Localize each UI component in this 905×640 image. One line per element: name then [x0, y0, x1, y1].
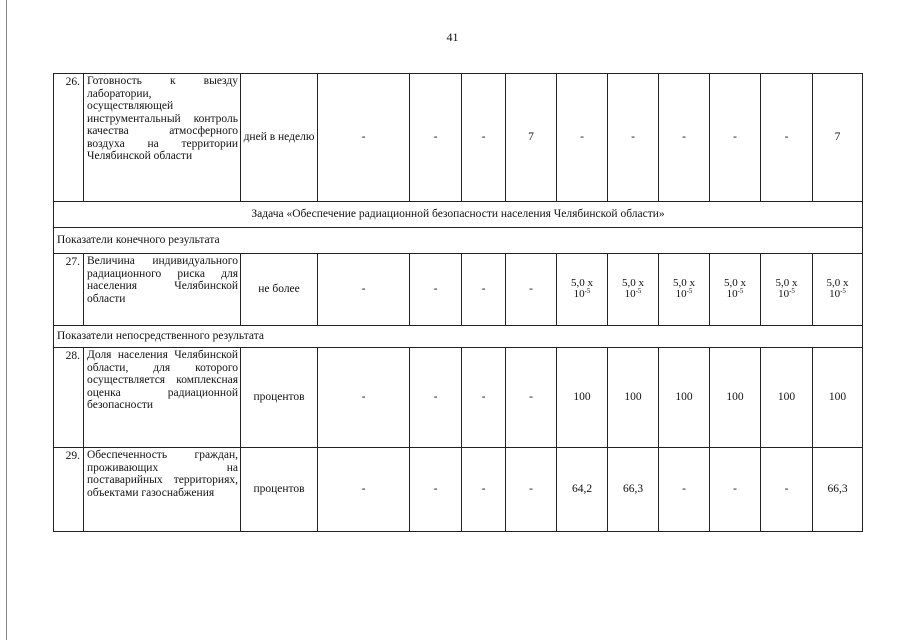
value-cell: 66,3	[608, 448, 659, 532]
sci-value	[673, 278, 695, 300]
table-row-29	[54, 448, 863, 532]
value-cell: -	[318, 448, 410, 532]
value-cell: -	[710, 448, 761, 532]
sci-exponent: -5	[737, 287, 744, 296]
value-cell: -	[318, 348, 410, 448]
subheading-row	[54, 326, 863, 348]
value-cell: 7	[813, 74, 863, 202]
sci-mantissa: 10	[778, 288, 790, 301]
sci-base: 5,0 x	[724, 277, 746, 290]
indicator-name: Готовность к выезду лаборатории, осуществляющей инструментальный контроль качества атмосферного воздуха на территории Челябинской области	[84, 74, 241, 202]
unit-cell: процентов	[241, 448, 318, 532]
sci-value	[827, 278, 849, 300]
unit-cell: процентов	[241, 348, 318, 448]
page-number: 41	[446, 30, 459, 44]
value-cell	[608, 254, 659, 326]
sci-value	[622, 278, 644, 300]
table-row-26	[54, 74, 863, 202]
subheading-row	[54, 228, 863, 254]
value-cell: -	[761, 74, 813, 202]
value-cell: -	[608, 74, 659, 202]
table-row-28	[54, 348, 863, 448]
value-cell: -	[462, 448, 506, 532]
sci-base: 5,0 x	[826, 277, 849, 290]
sci-exponent: -5	[840, 287, 846, 296]
sci-exponent: -5	[789, 287, 795, 296]
direct-results-heading: Показатели непосредственного результата	[54, 326, 863, 348]
value-cell: 100	[761, 348, 813, 448]
indicator-name: Обеспеченность граждан, проживающих на поставарийных территориях, объектами газоснабжения	[84, 448, 241, 532]
indicator-name: Величина индивидуального радиационного риска для населения Челябинской области	[84, 254, 241, 326]
value-cell: -	[462, 254, 506, 326]
value-cell: 100	[608, 348, 659, 448]
sci-mantissa: 10	[573, 288, 585, 301]
sci-base: 5,0 x	[775, 277, 798, 290]
value-cell	[761, 254, 813, 326]
value-cell: 100	[813, 348, 863, 448]
value-cell: -	[761, 448, 813, 532]
row-number: 26.	[54, 74, 84, 202]
row-number: 29.	[54, 448, 84, 532]
value-cell: -	[557, 74, 608, 202]
unit-cell: дней в неделю	[241, 74, 318, 202]
unit-cell: не более	[241, 254, 318, 326]
value-cell	[813, 254, 863, 326]
value-cell: -	[410, 448, 462, 532]
value-cell: -	[410, 74, 462, 202]
value-cell: -	[506, 348, 557, 448]
sci-base: 5,0 x	[571, 277, 593, 290]
value-cell: 7	[506, 74, 557, 202]
value-cell	[710, 254, 761, 326]
value-cell: -	[318, 74, 410, 202]
sci-mantissa: 10	[624, 288, 636, 301]
value-cell	[557, 254, 608, 326]
sci-mantissa: 10	[726, 288, 738, 301]
sci-base: 5,0 x	[622, 277, 644, 290]
task-heading: Задача «Обеспечение радиационной безопасности населения Челябинской области»	[54, 202, 863, 228]
indicators-table	[53, 73, 863, 532]
sci-value	[776, 278, 798, 300]
value-cell: -	[462, 74, 506, 202]
sci-value	[571, 278, 593, 300]
value-cell: 66,3	[813, 448, 863, 532]
value-cell: -	[410, 348, 462, 448]
value-cell: -	[410, 254, 462, 326]
sci-mantissa: 10	[675, 288, 687, 301]
value-cell: 100	[710, 348, 761, 448]
row-number: 28.	[54, 348, 84, 448]
sci-value	[724, 278, 746, 300]
value-cell: -	[318, 254, 410, 326]
left-margin-rule	[6, 0, 7, 640]
value-cell: 100	[659, 348, 710, 448]
sci-mantissa: 10	[829, 288, 841, 301]
sci-base: 5,0 x	[673, 277, 695, 290]
sci-exponent: -5	[686, 287, 693, 296]
value-cell	[659, 254, 710, 326]
sci-exponent: -5	[635, 287, 642, 296]
sci-exponent: -5	[584, 287, 591, 296]
value-cell: -	[710, 74, 761, 202]
value-cell: -	[506, 254, 557, 326]
value-cell: 100	[557, 348, 608, 448]
indicator-name: Доля населения Челябинской области, для которого осуществляется комплексная оценка радиационной безопасности	[84, 348, 241, 448]
task-row	[54, 202, 863, 228]
row-number: 27.	[54, 254, 84, 326]
value-cell: -	[659, 448, 710, 532]
final-results-heading: Показатели конечного результата	[54, 228, 863, 254]
table-row-27	[54, 254, 863, 326]
value-cell: -	[462, 348, 506, 448]
value-cell: 64,2	[557, 448, 608, 532]
value-cell: -	[506, 448, 557, 532]
value-cell: -	[659, 74, 710, 202]
